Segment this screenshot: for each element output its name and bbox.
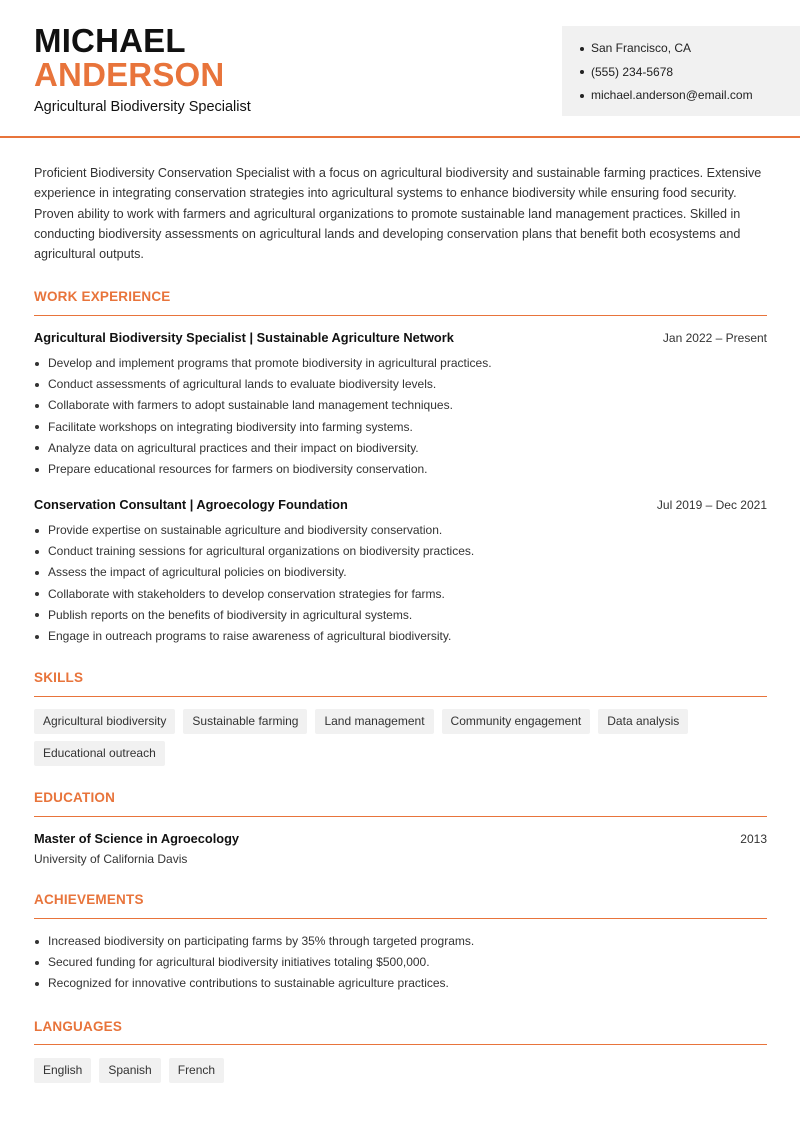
skill-chip: Community engagement — [442, 709, 591, 734]
bullet-icon — [35, 425, 39, 429]
list-item-text: Conduct training sessions for agricultural organizations on biodiversity practices. — [48, 544, 475, 559]
list-item — [34, 931, 767, 952]
job-header-2 — [34, 497, 767, 512]
job-bullets-2 — [34, 520, 767, 647]
bullet-icon — [35, 613, 39, 617]
list-item-text: Collaborate with stakeholders to develop conservation strategies for farms. — [48, 586, 445, 601]
job-dates: Jan 2022 – Present — [662, 331, 767, 345]
bullet-icon — [35, 362, 39, 366]
bullet-icon — [35, 635, 39, 639]
degree-title: Master of Science in Agroecology — [34, 831, 240, 846]
resume-header — [0, 0, 800, 138]
graduation-year: 2013 — [740, 832, 767, 846]
bullet-icon — [35, 529, 39, 533]
bullet-icon — [35, 961, 39, 965]
list-item-text: Conduct assessments of agricultural lands to evaluate biodiversity levels. — [48, 377, 437, 392]
list-item — [34, 417, 767, 438]
skill-chip: Sustainable farming — [183, 709, 307, 734]
skills-heading: SKILLS — [34, 670, 84, 685]
section-divider — [34, 315, 767, 316]
skill-chip: Land management — [315, 709, 433, 734]
email-link[interactable]: michael.anderson@email.com — [591, 88, 753, 102]
job-role: Conservation Consultant | Agroecology Foundation — [34, 497, 348, 512]
section-divider — [34, 918, 767, 919]
list-item-text: Recognized for innovative contributions to sustainable agriculture practices. — [48, 976, 449, 991]
location-text: San Francisco, CA — [591, 41, 692, 55]
section-divider — [34, 1044, 767, 1045]
bullet-icon — [35, 982, 39, 986]
list-item — [34, 952, 767, 973]
list-item — [34, 973, 767, 994]
contact-location — [580, 37, 800, 61]
list-item-text: Prepare educational resources for farmers on biodiversity conservation. — [48, 462, 428, 477]
list-item — [34, 520, 767, 541]
summary-paragraph: Proficient Biodiversity Conservation Specialist with a focus on agricultural biodiversity and sustainable farming practices. Extensive experience in integrating conservation strategies into agricultural systems to enhance biodiversity while ensuring food security. Proven ability to work with farmers and agricultural organizations to promote sustainable land management practices. Skilled in conducting biodiversity assessments on agricultural lands and developing conservation plans that benefit both ecosystems and agricultural outputs. — [34, 166, 762, 262]
list-item-text: Secured funding for agricultural biodiversity initiatives totaling $500,000. — [48, 955, 430, 970]
education-heading: EDUCATION — [34, 790, 116, 805]
language-chip: French — [169, 1058, 224, 1083]
work-experience-heading: WORK EXPERIENCE — [34, 289, 171, 304]
education-header — [34, 831, 767, 846]
language-chip: Spanish — [99, 1058, 160, 1083]
list-item — [34, 374, 767, 395]
contact-email[interactable] — [580, 84, 800, 108]
list-item — [34, 395, 767, 416]
list-item-text: Facilitate workshops on integrating biodiversity into farming systems. — [48, 419, 413, 434]
list-item-text: Increased biodiversity on participating farms by 35% through targeted programs. — [48, 934, 475, 948]
list-item-text: Publish reports on the benefits of biodiversity in agricultural systems. — [48, 607, 413, 622]
achievements-list — [34, 931, 767, 995]
bullet-icon — [35, 446, 39, 450]
list-item — [34, 541, 767, 562]
contact-box — [562, 26, 800, 116]
list-item — [34, 459, 767, 480]
section-divider — [34, 816, 767, 817]
contact-phone — [580, 61, 800, 85]
job-role: Agricultural Biodiversity Specialist | Sustainable Agriculture Network — [34, 330, 454, 345]
list-item-text: Provide expertise on sustainable agriculture and biodiversity conservation. — [48, 523, 443, 537]
list-item — [34, 584, 767, 605]
list-item — [34, 562, 767, 583]
bullet-icon — [580, 47, 584, 51]
list-item — [34, 605, 767, 626]
phone-text: (555) 234-5678 — [591, 64, 674, 79]
list-item — [34, 626, 767, 647]
bullet-icon — [35, 404, 39, 408]
list-item — [34, 353, 767, 374]
list-item-text: Analyze data on agricultural practices and their impact on biodiversity. — [48, 440, 419, 455]
skill-chip: Educational outreach — [34, 741, 165, 766]
job-dates: Jul 2019 – Dec 2021 — [656, 498, 767, 512]
languages-heading: LANGUAGES — [34, 1019, 123, 1034]
languages-list — [34, 1058, 774, 1090]
skills-list — [34, 709, 774, 773]
job-header-1 — [34, 330, 767, 345]
skill-chip: Data analysis — [598, 709, 688, 734]
job-title: Agricultural Biodiversity Specialist — [34, 99, 251, 115]
bullet-icon — [35, 940, 39, 944]
job-bullets-1 — [34, 353, 767, 480]
list-item-text: Engage in outreach programs to raise awareness of agricultural biodiversity. — [48, 629, 452, 644]
bullet-icon — [580, 94, 584, 98]
school-name: University of California Davis — [34, 852, 188, 866]
section-divider — [34, 696, 767, 697]
bullet-icon — [35, 468, 39, 472]
bullet-icon — [35, 592, 39, 596]
skill-chip: Agricultural biodiversity — [34, 709, 175, 734]
list-item-text: Develop and implement programs that promote biodiversity in agricultural practices. — [48, 356, 492, 370]
list-item-text: Assess the impact of agricultural policies on biodiversity. — [48, 565, 347, 580]
language-chip: English — [34, 1058, 91, 1083]
bullet-icon — [35, 383, 39, 387]
achievements-heading: ACHIEVEMENTS — [34, 892, 144, 907]
bullet-icon — [35, 571, 39, 575]
bullet-icon — [580, 70, 584, 74]
last-name: ANDERSON — [34, 56, 225, 93]
first-name: MICHAEL — [34, 22, 186, 59]
list-item — [34, 438, 767, 459]
list-item-text: Collaborate with farmers to adopt sustainable land management techniques. — [48, 398, 453, 413]
bullet-icon — [35, 550, 39, 554]
